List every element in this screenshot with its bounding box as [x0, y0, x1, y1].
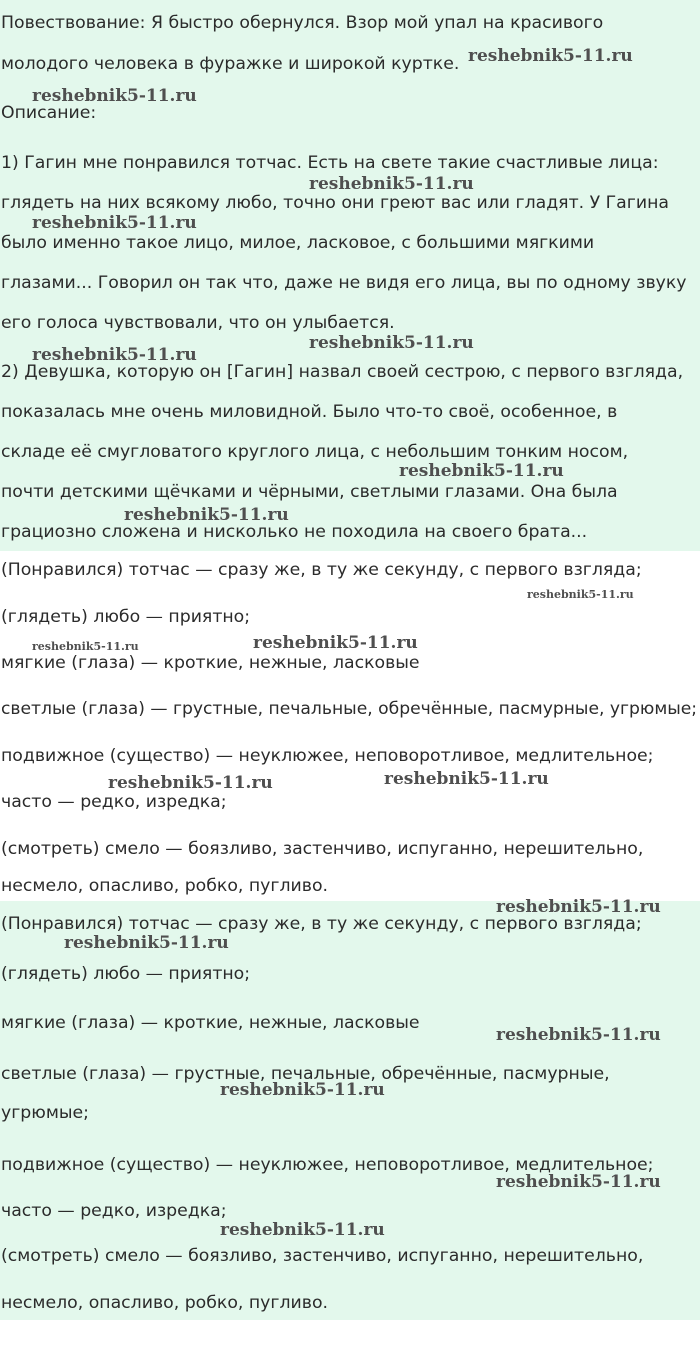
- text-line: складе её смугловатого круглого лица, с небольшим тонким носом,: [1, 442, 629, 462]
- text-line: часто — редко, изредка;: [1, 1201, 227, 1221]
- watermark: reshebnik5-11.ru: [496, 1172, 661, 1192]
- text-line: (смотреть) смело — боязливо, застенчиво, испуганно, нерешительно,: [1, 1246, 644, 1266]
- text-line: показалась мне очень миловидной. Было что-то своё, особенное, в: [1, 402, 618, 422]
- text-line: часто — редко, изредка;: [1, 792, 227, 812]
- text-line: Повествование: Я быстро обернулся. Взор мой упал на красивого: [1, 13, 604, 33]
- text-line: было именно такое лицо, милое, ласковое, с большими мягкими: [1, 233, 595, 253]
- watermark: reshebnik5-11.ru: [496, 897, 661, 917]
- text-line: 2) Девушка, которую он [Гагин] назвал своей сестрою, с первого взгляда,: [1, 362, 684, 382]
- watermark: reshebnik5-11.ru: [108, 773, 273, 793]
- text-line: (Понравился) тотчас — сразу же, в ту же секунду, с первого взгляда;: [1, 560, 642, 580]
- watermark: reshebnik5-11.ru: [124, 505, 289, 525]
- watermark: reshebnik5-11.ru: [527, 588, 634, 601]
- watermark: reshebnik5-11.ru: [309, 174, 474, 194]
- text-line: 1) Гагин мне понравился тотчас. Есть на свете такие счастливые лица:: [1, 153, 659, 173]
- text-line: его голоса чувствовали, что он улыбается.: [1, 313, 395, 333]
- watermark: reshebnik5-11.ru: [220, 1080, 385, 1100]
- text-line: мягкие (глаза) — кроткие, нежные, ласковые: [1, 653, 420, 673]
- text-line: подвижное (существо) — неуклюжее, неповоротливое, медлительное;: [1, 1155, 654, 1175]
- text-line: (глядеть) любо — приятно;: [1, 607, 251, 627]
- text-line: несмело, опасливо, робко, пугливо.: [1, 876, 329, 896]
- watermark: reshebnik5-11.ru: [309, 333, 474, 353]
- text-line: (глядеть) любо — приятно;: [1, 964, 251, 984]
- watermark: reshebnik5-11.ru: [496, 1025, 661, 1045]
- text-line: несмело, опасливо, робко, пугливо.: [1, 1293, 329, 1313]
- text-line: глядеть на них всякому любо, точно они греют вас или гладят. У Гагина: [1, 193, 669, 213]
- text-line: молодого человека в фуражке и широкой куртке.: [1, 54, 460, 74]
- watermark: reshebnik5-11.ru: [384, 769, 549, 789]
- text-line: почти детскими щёчками и чёрными, светлыми глазами. Она была: [1, 482, 618, 502]
- watermark: reshebnik5-11.ru: [64, 933, 229, 953]
- watermark: reshebnik5-11.ru: [253, 633, 418, 653]
- section-heading: Описание:: [1, 103, 97, 123]
- watermark: reshebnik5-11.ru: [220, 1220, 385, 1240]
- text-line: подвижное (существо) — неуклюжее, неповоротливое, медлительное;: [1, 746, 654, 766]
- text-line: угрюмые;: [1, 1103, 89, 1123]
- text-line: мягкие (глаза) — кроткие, нежные, ласковые: [1, 1013, 420, 1033]
- text-line: грациозно сложена и нисколько не походила на своего брата...: [1, 522, 588, 542]
- watermark: reshebnik5-11.ru: [32, 345, 197, 365]
- watermark: reshebnik5-11.ru: [32, 86, 197, 106]
- watermark: reshebnik5-11.ru: [32, 213, 197, 233]
- watermark: reshebnik5-11.ru: [468, 46, 633, 66]
- watermark: reshebnik5-11.ru: [399, 461, 564, 481]
- text-line: (Понравился) тотчас — сразу же, в ту же секунду, с первого взгляда;: [1, 914, 642, 934]
- text-line: (смотреть) смело — боязливо, застенчиво, испуганно, нерешительно,: [1, 839, 644, 859]
- watermark: reshebnik5-11.ru: [32, 640, 139, 653]
- text-line: светлые (глаза) — грустные, печальные, обречённые, пасмурные,: [1, 1064, 610, 1084]
- text-line: глазами... Говорил он так что, даже не видя его лица, вы по одному звуку: [1, 273, 687, 293]
- text-line: светлые (глаза) — грустные, печальные, обречённые, пасмурные, угрюмые;: [1, 699, 698, 719]
